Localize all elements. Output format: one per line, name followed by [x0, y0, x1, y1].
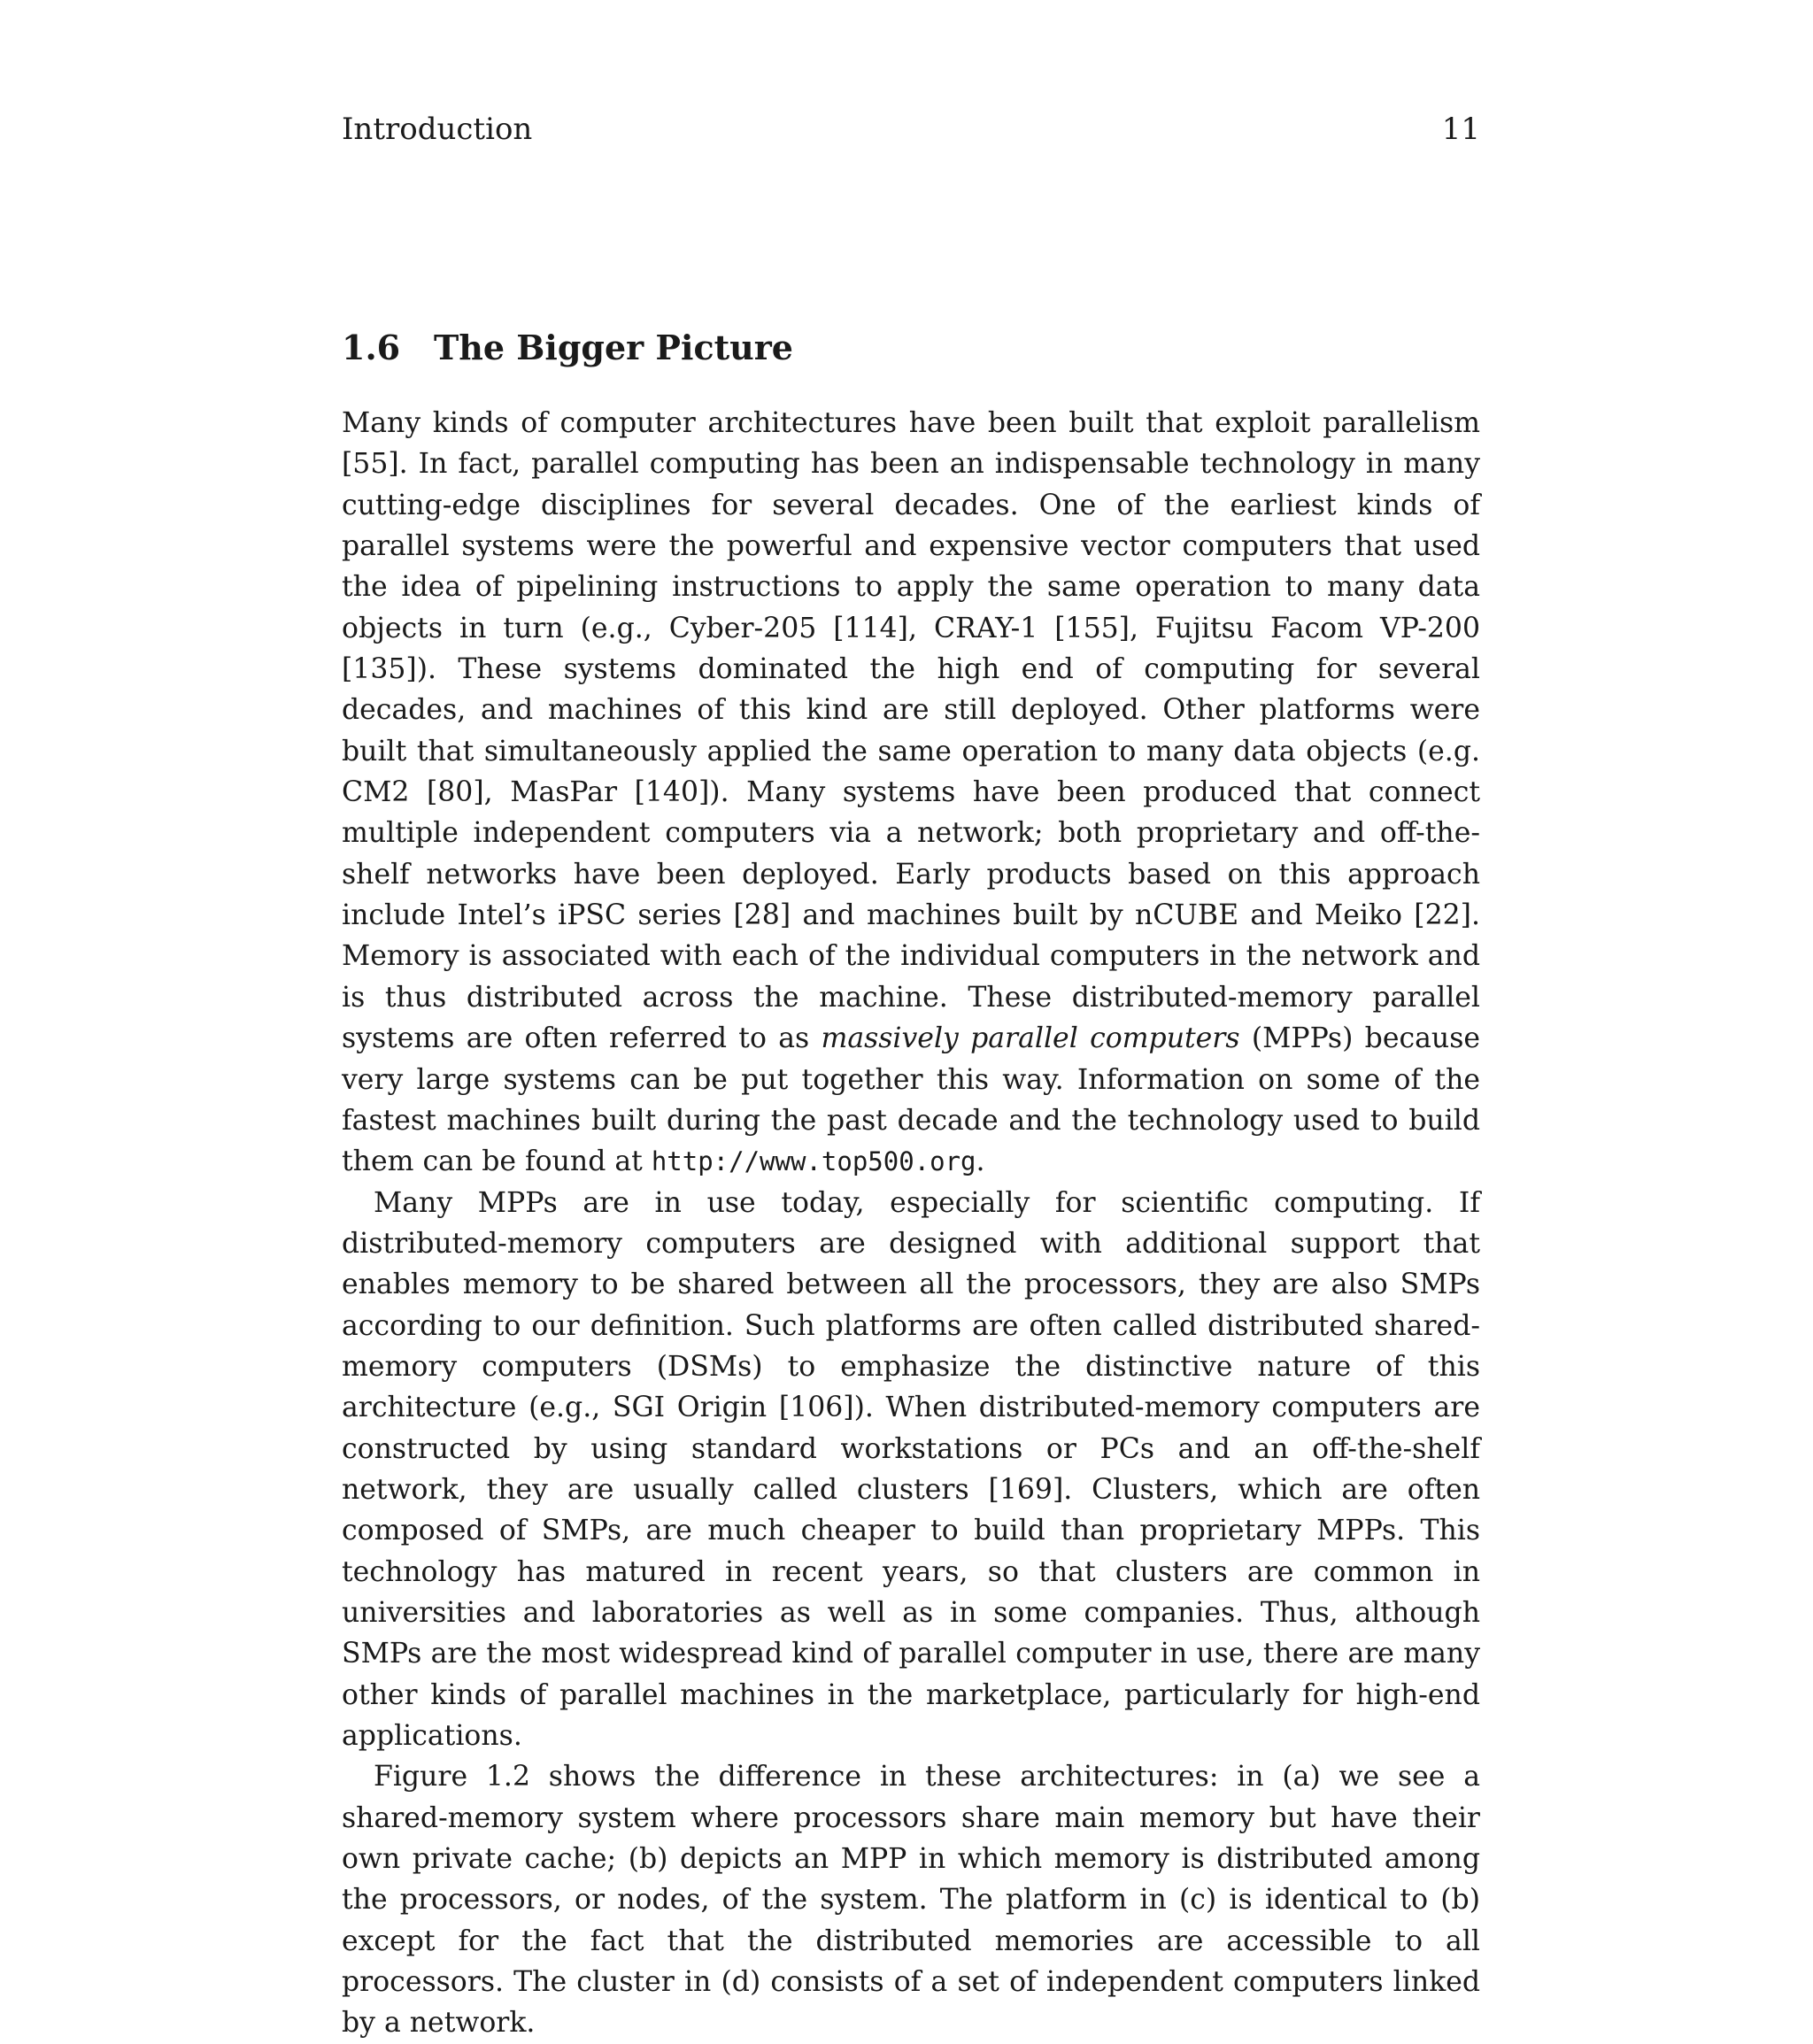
- paragraph-1-text-a: Many kinds of computer architectures have been built that exploit parallelism [55]. In fact, parallel computing has been an indispensable technology in many cutting-edge disciplines for several decades. One of the earliest kinds of parallel systems were the powerful and expensive vector computers that used the idea of pipelining instructions to apply the same operation to many data objects in turn (e.g., Cyber-205 [114], CRAY-1 [155], Fujitsu Facom VP-200 [135]). These systems dominated the high end of computing for several decades, and machines of this kind are still deployed. Other platforms were built that simultaneously applied the same operation to many data objects (e.g. CM2 [80], MasPar [140]). Many systems have been produced that connect multiple independent computers via a network; both proprietary and off-the-shelf networks have been deployed. Early products based on this approach include Intel’s iPSC series [28] and machines built by nCUBE and Meiko [22]. Memory is associated with each of the individual computers in the network and is thus distributed across the machine. These distributed-memory parallel systems are often referred to as: [342, 407, 1480, 1055]
- paragraph-1: [342, 403, 1480, 1183]
- paragraph-1-text-c: .: [976, 1145, 985, 1178]
- section-number: 1.6: [342, 328, 401, 367]
- page-number: 11: [1441, 112, 1480, 147]
- running-head-title: Introduction: [342, 112, 533, 147]
- paragraph-1-emphasis: massively parallel computers: [821, 1022, 1240, 1055]
- paragraph-2: Many MPPs are in use today, especially for scientific computing. If distributed-memory computers are designed with additional support that enables memory to be shared between all the processors, they are also SMPs according to our definition. Such platforms are often called distributed shared-memory computers (DSMs) to emphasize the distinctive nature of this architecture (e.g., SGI Origin [106]). When distributed-memory computers are constructed by using standard workstations or PCs and an off-the-shelf network, they are usually called clusters [169]. Clusters, which are often composed of SMPs, are much cheaper to build than proprietary MPPs. This technology has matured in recent years, so that clusters are common in universities and laboratories as well as in some companies. Thus, although SMPs are the most widespread kind of parallel computer in use, there are many other kinds of parallel machines in the marketplace, particularly for high-end applications.: [342, 1186, 1480, 1752]
- top500-url: http://www.top500.org: [651, 1146, 976, 1177]
- book-page: [342, 0, 1480, 2040]
- section-heading: [342, 326, 793, 370]
- paragraph-1-text-b: (MPPs) because very large systems can be put together this way. Information on some of the fastest machines built during the past decade and the technology used to build them can be found at: [342, 1022, 1480, 1178]
- paragraph-3: Figure 1.2 shows the difference in these architectures: in (a) we see a shared-memory system where processors share main memory but have their own private cache; (b) depicts an MPP in which memory is distributed among the processors, or nodes, of the system. The platform in (c) is identical to (b) except for the fact that the distributed memories are accessible to all processors. The cluster in (d) consists of a set of independent computers linked by a network.: [342, 1761, 1480, 2040]
- running-head: [342, 110, 1480, 149]
- section-title: The Bigger Picture: [434, 328, 793, 367]
- body-text: [342, 403, 1480, 2044]
